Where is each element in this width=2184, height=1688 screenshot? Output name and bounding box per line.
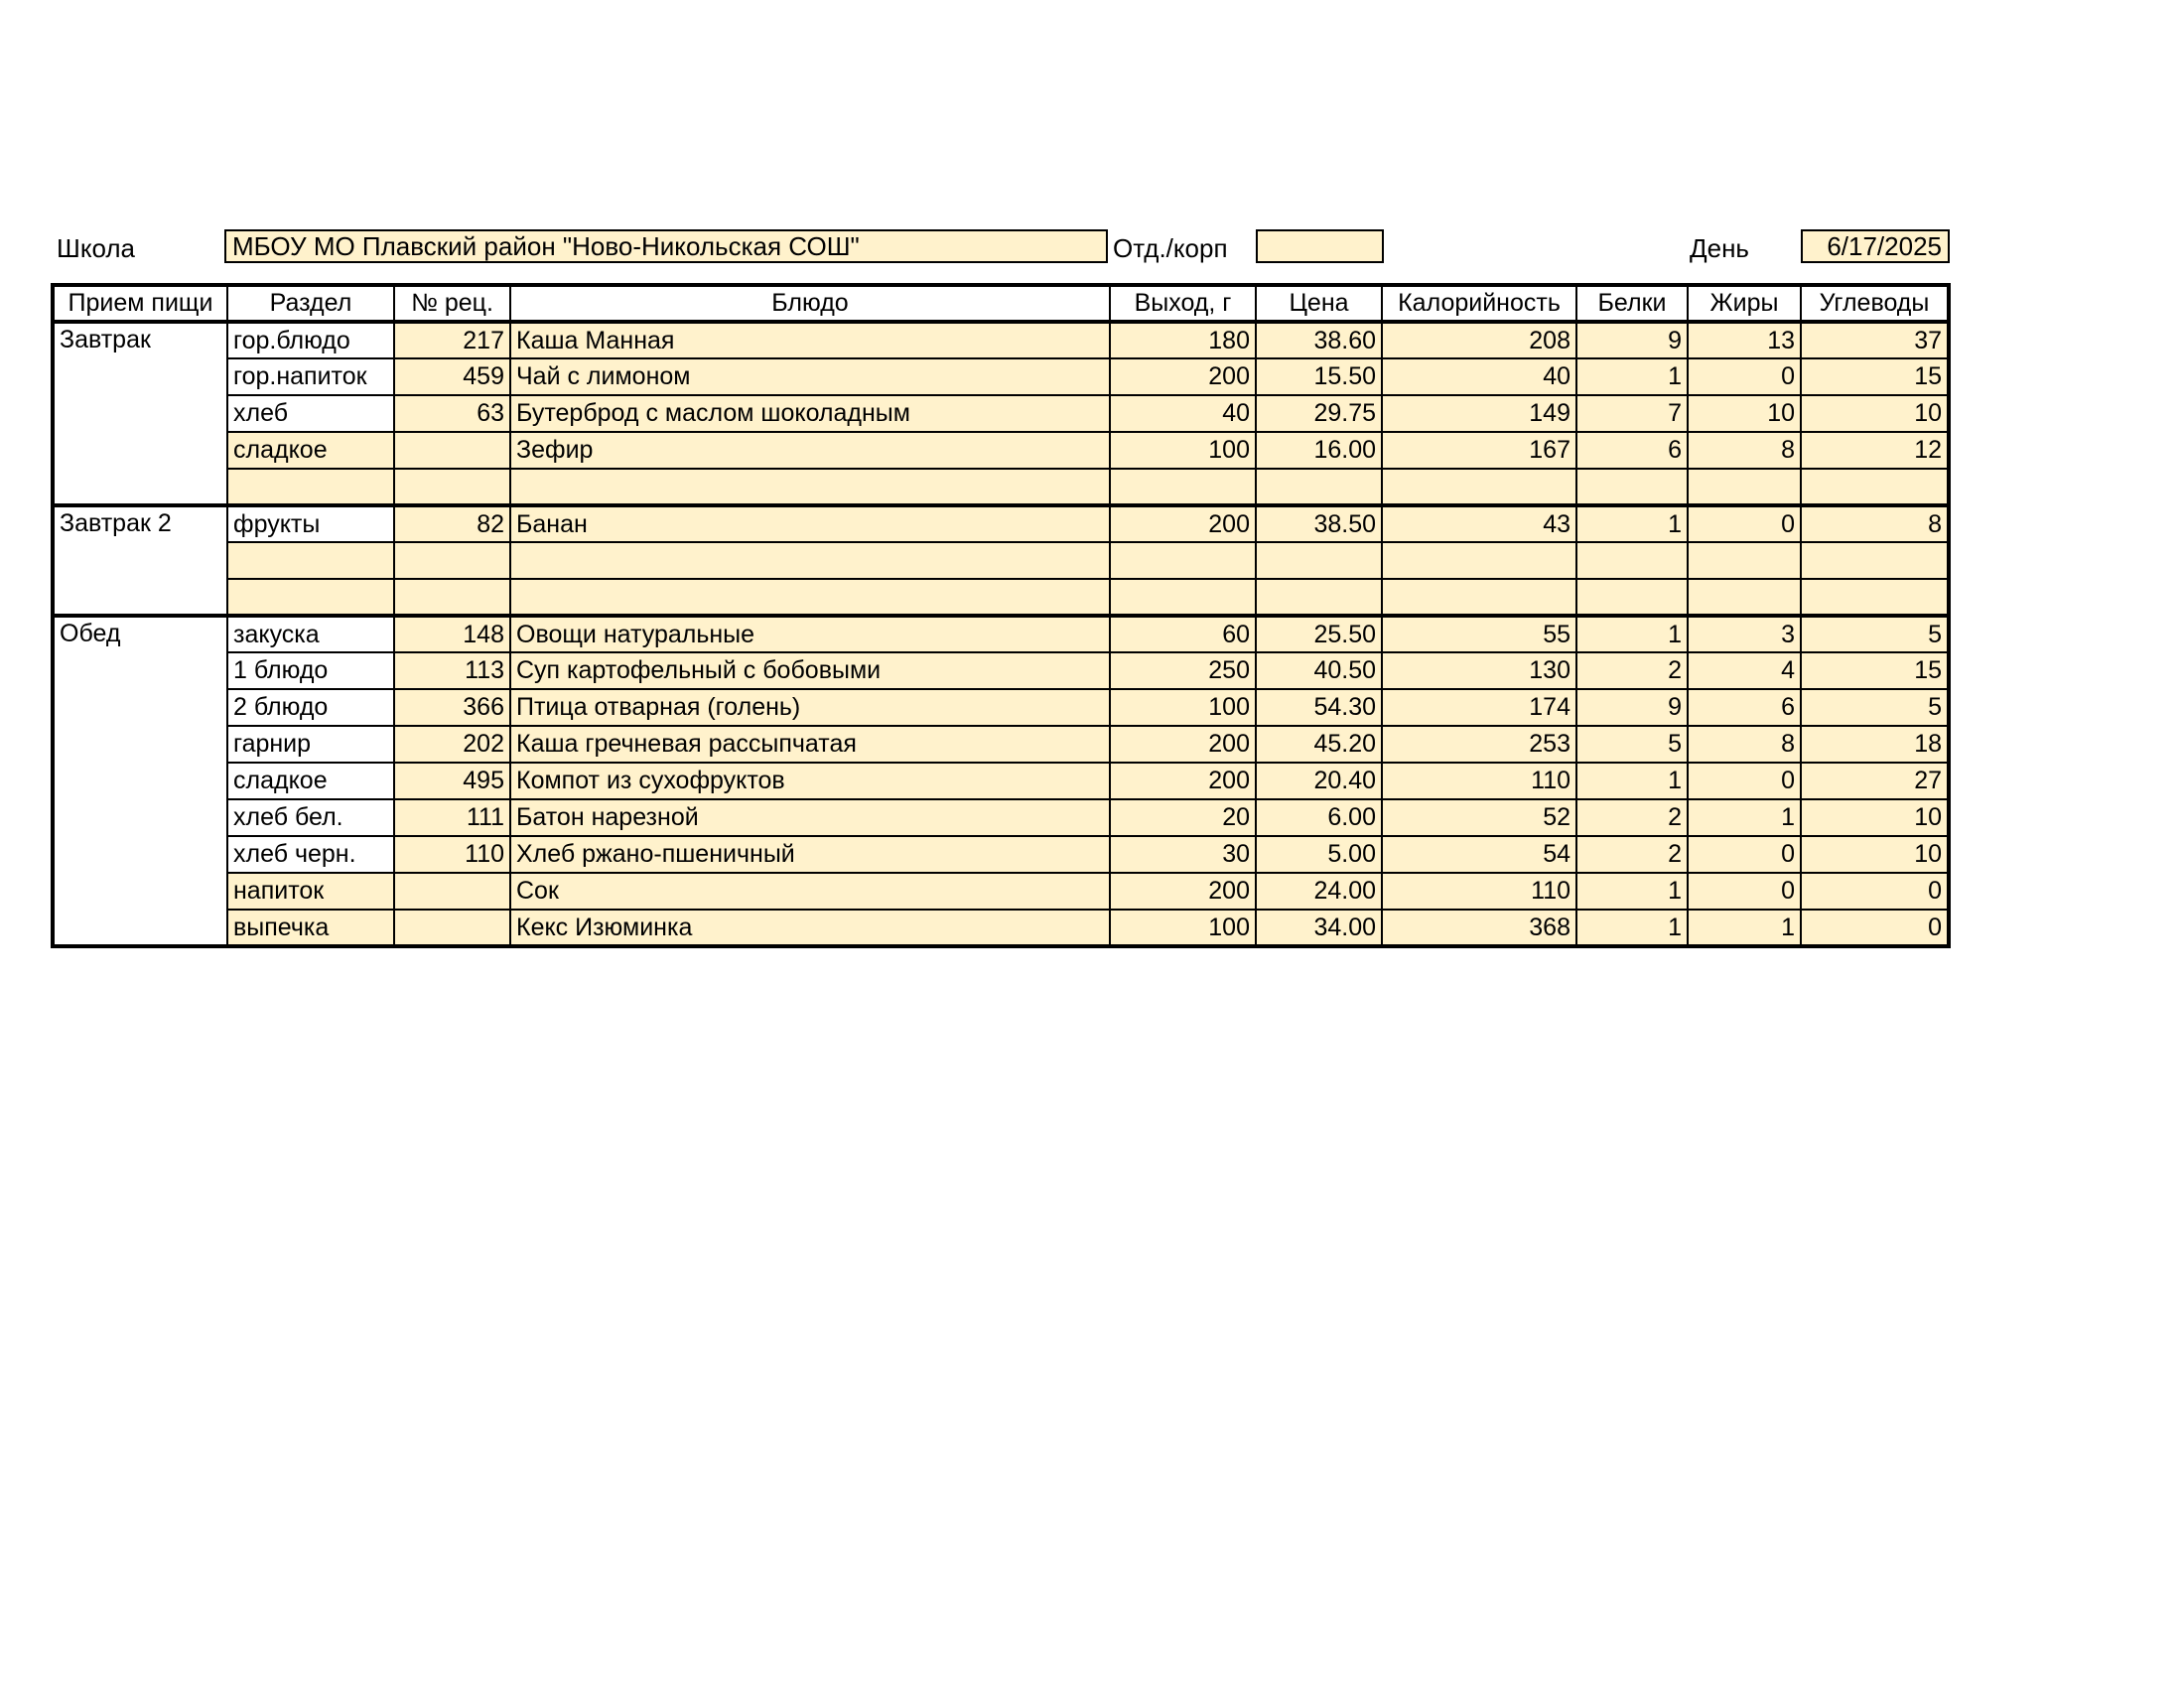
protein-cell[interactable]: [1576, 469, 1688, 505]
column-header: Углеводы: [1801, 285, 1949, 322]
table-row: [53, 689, 1949, 726]
carbs-cell[interactable]: 18: [1801, 726, 1949, 763]
dept-field[interactable]: [1256, 229, 1384, 263]
fat-cell[interactable]: 4: [1688, 652, 1801, 689]
price-cell[interactable]: 25.50: [1256, 616, 1382, 652]
fat-cell[interactable]: [1688, 579, 1801, 616]
table-row: [53, 469, 1949, 505]
carbs-cell[interactable]: 27: [1801, 763, 1949, 799]
carbs-cell[interactable]: 10: [1801, 836, 1949, 873]
table-row: [53, 505, 1949, 542]
protein-cell[interactable]: 6: [1576, 432, 1688, 469]
recipe-number-cell[interactable]: 495: [394, 763, 510, 799]
weight-cell[interactable]: 100: [1110, 689, 1256, 726]
price-cell[interactable]: 24.00: [1256, 873, 1382, 910]
dish-cell[interactable]: Хлеб ржано-пшеничный: [510, 836, 1110, 873]
table-row: [53, 652, 1949, 689]
section-cell[interactable]: закуска: [227, 616, 394, 652]
table-row: [53, 579, 1949, 616]
table-header: [53, 285, 1949, 322]
section-cell[interactable]: гор.напиток: [227, 358, 394, 395]
dish-cell[interactable]: [510, 542, 1110, 579]
recipe-number-cell[interactable]: 217: [394, 322, 510, 358]
protein-cell[interactable]: 1: [1576, 358, 1688, 395]
calories-cell[interactable]: 167: [1382, 432, 1576, 469]
recipe-number-cell[interactable]: 202: [394, 726, 510, 763]
weight-cell[interactable]: 200: [1110, 763, 1256, 799]
protein-cell[interactable]: [1576, 579, 1688, 616]
table-row: [53, 322, 1949, 358]
recipe-number-cell[interactable]: 110: [394, 836, 510, 873]
weight-cell[interactable]: 200: [1110, 358, 1256, 395]
table-row: [53, 910, 1949, 946]
protein-cell[interactable]: 1: [1576, 505, 1688, 542]
meal-name-cell: Завтрак: [53, 322, 227, 505]
calories-cell[interactable]: 43: [1382, 505, 1576, 542]
calories-cell[interactable]: [1382, 542, 1576, 579]
column-header: № рец.: [394, 285, 510, 322]
recipe-number-cell[interactable]: [394, 542, 510, 579]
section-cell[interactable]: хлеб черн.: [227, 836, 394, 873]
calories-cell[interactable]: 110: [1382, 873, 1576, 910]
protein-cell[interactable]: 1: [1576, 873, 1688, 910]
recipe-number-cell[interactable]: 148: [394, 616, 510, 652]
dish-cell[interactable]: Батон нарезной: [510, 799, 1110, 836]
protein-cell[interactable]: 1: [1576, 910, 1688, 946]
day-label: День: [1690, 233, 1749, 263]
meal-name-cell: Обед: [53, 616, 227, 946]
calories-cell[interactable]: 130: [1382, 652, 1576, 689]
recipe-number-cell[interactable]: [394, 579, 510, 616]
carbs-cell[interactable]: [1801, 579, 1949, 616]
recipe-number-cell[interactable]: 366: [394, 689, 510, 726]
carbs-cell[interactable]: [1801, 469, 1949, 505]
price-cell[interactable]: 6.00: [1256, 799, 1382, 836]
protein-cell[interactable]: 1: [1576, 616, 1688, 652]
column-header: Калорийность: [1382, 285, 1576, 322]
section-cell[interactable]: [227, 579, 394, 616]
section-cell[interactable]: хлеб: [227, 395, 394, 432]
menu-table: [51, 283, 1951, 948]
fat-cell[interactable]: 13: [1688, 322, 1801, 358]
weight-cell[interactable]: 100: [1110, 432, 1256, 469]
weight-cell[interactable]: [1110, 469, 1256, 505]
dish-cell[interactable]: Чай с лимоном: [510, 358, 1110, 395]
fat-cell[interactable]: 0: [1688, 358, 1801, 395]
dish-cell[interactable]: [510, 579, 1110, 616]
carbs-cell[interactable]: [1801, 542, 1949, 579]
weight-cell[interactable]: 100: [1110, 910, 1256, 946]
carbs-cell[interactable]: 37: [1801, 322, 1949, 358]
price-cell[interactable]: 29.75: [1256, 395, 1382, 432]
table-row: [53, 763, 1949, 799]
section-cell[interactable]: напиток: [227, 873, 394, 910]
recipe-number-cell[interactable]: [394, 432, 510, 469]
recipe-number-cell[interactable]: 459: [394, 358, 510, 395]
recipe-number-cell[interactable]: 113: [394, 652, 510, 689]
calories-cell[interactable]: 54: [1382, 836, 1576, 873]
column-header: Белки: [1576, 285, 1688, 322]
carbs-cell[interactable]: 15: [1801, 652, 1949, 689]
calories-cell[interactable]: 253: [1382, 726, 1576, 763]
dish-cell[interactable]: Овощи натуральные: [510, 616, 1110, 652]
carbs-cell[interactable]: 12: [1801, 432, 1949, 469]
calories-cell[interactable]: 149: [1382, 395, 1576, 432]
price-cell[interactable]: 40.50: [1256, 652, 1382, 689]
calories-cell[interactable]: 110: [1382, 763, 1576, 799]
calories-cell[interactable]: 208: [1382, 322, 1576, 358]
column-header: Выход, г: [1110, 285, 1256, 322]
recipe-number-cell[interactable]: [394, 469, 510, 505]
fat-cell[interactable]: 8: [1688, 432, 1801, 469]
dish-cell[interactable]: Кекс Изюминка: [510, 910, 1110, 946]
recipe-number-cell[interactable]: 82: [394, 505, 510, 542]
recipe-number-cell[interactable]: [394, 910, 510, 946]
fat-cell[interactable]: 0: [1688, 763, 1801, 799]
dish-cell[interactable]: Птица отварная (голень): [510, 689, 1110, 726]
dish-cell[interactable]: [510, 469, 1110, 505]
table-row: [53, 432, 1949, 469]
calories-cell[interactable]: 174: [1382, 689, 1576, 726]
price-cell[interactable]: 15.50: [1256, 358, 1382, 395]
section-cell[interactable]: [227, 469, 394, 505]
calories-cell[interactable]: 55: [1382, 616, 1576, 652]
price-cell[interactable]: 34.00: [1256, 910, 1382, 946]
weight-cell[interactable]: 250: [1110, 652, 1256, 689]
dish-cell[interactable]: Банан: [510, 505, 1110, 542]
table-row: [53, 616, 1949, 652]
section-cell[interactable]: сладкое: [227, 763, 394, 799]
dish-cell[interactable]: Зефир: [510, 432, 1110, 469]
weight-cell[interactable]: 30: [1110, 836, 1256, 873]
price-cell[interactable]: 5.00: [1256, 836, 1382, 873]
price-cell[interactable]: 38.50: [1256, 505, 1382, 542]
fat-cell[interactable]: 3: [1688, 616, 1801, 652]
calories-cell[interactable]: 52: [1382, 799, 1576, 836]
fat-cell[interactable]: 0: [1688, 873, 1801, 910]
section-cell[interactable]: выпечка: [227, 910, 394, 946]
weight-cell[interactable]: 180: [1110, 322, 1256, 358]
price-cell[interactable]: [1256, 579, 1382, 616]
fat-cell[interactable]: 1: [1688, 799, 1801, 836]
meal-name-cell: Завтрак 2: [53, 505, 227, 616]
carbs-cell[interactable]: 5: [1801, 616, 1949, 652]
column-header: Цена: [1256, 285, 1382, 322]
table-row: [53, 358, 1949, 395]
section-cell[interactable]: сладкое: [227, 432, 394, 469]
protein-cell[interactable]: 9: [1576, 322, 1688, 358]
dish-cell[interactable]: Сок: [510, 873, 1110, 910]
dish-cell[interactable]: Компот из сухофруктов: [510, 763, 1110, 799]
protein-cell[interactable]: 2: [1576, 799, 1688, 836]
dish-cell[interactable]: Бутерброд с маслом шоколадным: [510, 395, 1110, 432]
calories-cell[interactable]: 40: [1382, 358, 1576, 395]
price-cell[interactable]: 16.00: [1256, 432, 1382, 469]
weight-cell[interactable]: 200: [1110, 726, 1256, 763]
fat-cell[interactable]: 1: [1688, 910, 1801, 946]
carbs-cell[interactable]: 0: [1801, 873, 1949, 910]
protein-cell[interactable]: 2: [1576, 652, 1688, 689]
column-header: Жиры: [1688, 285, 1801, 322]
dept-label: Отд./корп: [1113, 233, 1228, 263]
dish-cell[interactable]: Каша Манная: [510, 322, 1110, 358]
weight-cell[interactable]: [1110, 542, 1256, 579]
carbs-cell[interactable]: 10: [1801, 799, 1949, 836]
table-row: [53, 726, 1949, 763]
column-header: Блюдо: [510, 285, 1110, 322]
section-cell[interactable]: [227, 542, 394, 579]
table-row: [53, 395, 1949, 432]
recipe-number-cell[interactable]: [394, 873, 510, 910]
price-cell[interactable]: 38.60: [1256, 322, 1382, 358]
column-header: Раздел: [227, 285, 394, 322]
protein-cell[interactable]: 9: [1576, 689, 1688, 726]
fat-cell[interactable]: 0: [1688, 836, 1801, 873]
table-row: [53, 873, 1949, 910]
carbs-cell[interactable]: 0: [1801, 910, 1949, 946]
fat-cell[interactable]: 10: [1688, 395, 1801, 432]
protein-cell[interactable]: 2: [1576, 836, 1688, 873]
table-row: [53, 799, 1949, 836]
price-cell[interactable]: [1256, 542, 1382, 579]
weight-cell[interactable]: 40: [1110, 395, 1256, 432]
carbs-cell[interactable]: 10: [1801, 395, 1949, 432]
dish-cell[interactable]: Каша гречневая рассыпчатая: [510, 726, 1110, 763]
weight-cell[interactable]: 200: [1110, 505, 1256, 542]
calories-cell[interactable]: 368: [1382, 910, 1576, 946]
section-cell[interactable]: 2 блюдо: [227, 689, 394, 726]
price-cell[interactable]: 45.20: [1256, 726, 1382, 763]
carbs-cell[interactable]: 8: [1801, 505, 1949, 542]
fat-cell[interactable]: 6: [1688, 689, 1801, 726]
fat-cell[interactable]: [1688, 469, 1801, 505]
weight-cell[interactable]: 60: [1110, 616, 1256, 652]
price-cell[interactable]: 54.30: [1256, 689, 1382, 726]
school-label: Школа: [57, 233, 136, 263]
recipe-number-cell[interactable]: 111: [394, 799, 510, 836]
day-field[interactable]: 6/17/2025: [1801, 229, 1950, 263]
protein-cell[interactable]: [1576, 542, 1688, 579]
weight-cell[interactable]: [1110, 579, 1256, 616]
protein-cell[interactable]: 5: [1576, 726, 1688, 763]
section-cell[interactable]: фрукты: [227, 505, 394, 542]
carbs-cell[interactable]: 15: [1801, 358, 1949, 395]
fat-cell[interactable]: 8: [1688, 726, 1801, 763]
weight-cell[interactable]: 200: [1110, 873, 1256, 910]
calories-cell[interactable]: [1382, 469, 1576, 505]
calories-cell[interactable]: [1382, 579, 1576, 616]
fat-cell[interactable]: 0: [1688, 505, 1801, 542]
fat-cell[interactable]: [1688, 542, 1801, 579]
dish-cell[interactable]: Суп картофельный с бобовыми: [510, 652, 1110, 689]
recipe-number-cell[interactable]: 63: [394, 395, 510, 432]
carbs-cell[interactable]: 5: [1801, 689, 1949, 726]
section-cell[interactable]: гор.блюдо: [227, 322, 394, 358]
section-cell[interactable]: хлеб бел.: [227, 799, 394, 836]
table-row: [53, 836, 1949, 873]
section-cell[interactable]: 1 блюдо: [227, 652, 394, 689]
weight-cell[interactable]: 20: [1110, 799, 1256, 836]
price-cell[interactable]: [1256, 469, 1382, 505]
school-field[interactable]: МБОУ МО Плавский район "Ново-Никольская СОШ": [224, 229, 1108, 263]
price-cell[interactable]: 20.40: [1256, 763, 1382, 799]
table-row: [53, 542, 1949, 579]
section-cell[interactable]: гарнир: [227, 726, 394, 763]
column-header: Прием пищи: [53, 285, 227, 322]
protein-cell[interactable]: 7: [1576, 395, 1688, 432]
protein-cell[interactable]: 1: [1576, 763, 1688, 799]
